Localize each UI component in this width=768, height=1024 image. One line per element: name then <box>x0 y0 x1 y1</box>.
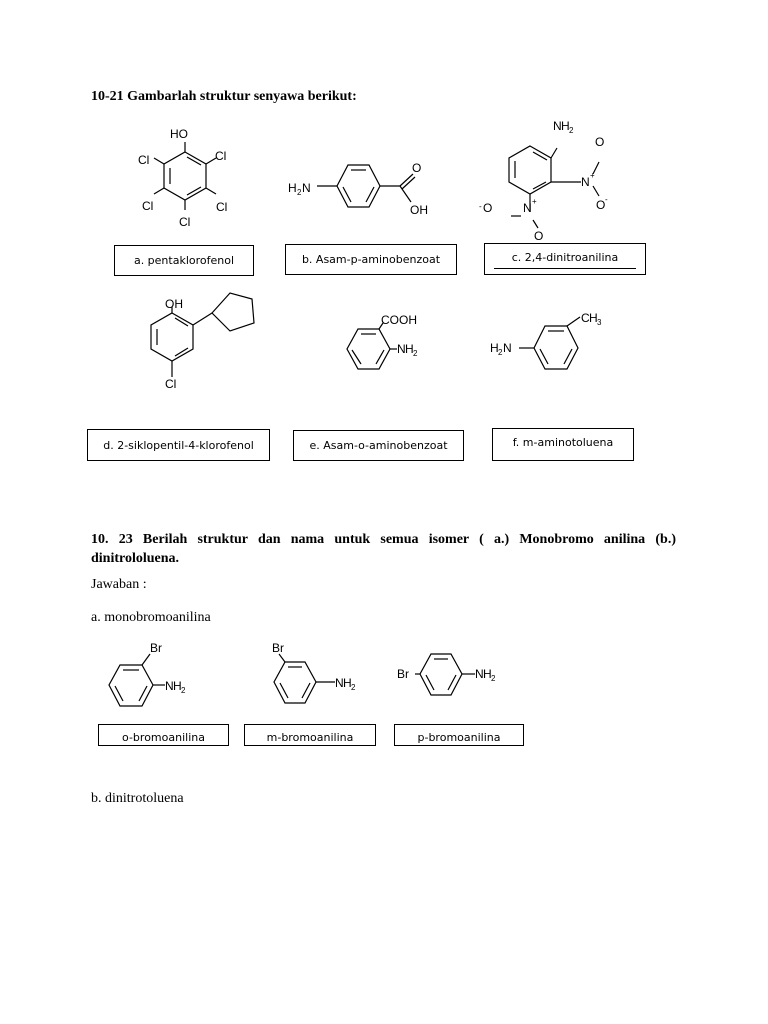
svg-text:2: 2 <box>413 349 418 358</box>
svg-text:H: H <box>561 119 570 133</box>
svg-text:Cl: Cl <box>216 200 228 214</box>
part-b-label: b. dinitrotoluena <box>91 791 184 806</box>
svg-text:2: 2 <box>498 348 503 357</box>
svg-text:N: N <box>553 119 562 133</box>
svg-text:H: H <box>405 342 414 356</box>
svg-text:+: + <box>532 197 537 206</box>
svg-text:2: 2 <box>569 126 574 135</box>
underline-divider <box>494 268 636 269</box>
svg-text:O: O <box>412 161 422 175</box>
svg-text:N: N <box>523 201 532 215</box>
structure-asam-o-aminobenzoat <box>325 305 440 385</box>
svg-text:N: N <box>503 341 512 355</box>
question-10-21-heading: 10-21 Gambarlah struktur senyawa berikut: <box>91 89 357 104</box>
svg-text:C: C <box>581 311 590 325</box>
svg-text:N: N <box>475 667 484 681</box>
svg-text:O: O <box>595 135 605 149</box>
label-2-siklopentil-4-klorofenol: d. 2-siklopentil-4-klorofenol <box>87 429 270 461</box>
svg-text:O: O <box>596 198 606 212</box>
svg-text:2: 2 <box>181 686 186 695</box>
structure-p-bromoanilina <box>395 640 520 710</box>
svg-text:3: 3 <box>597 318 602 327</box>
svg-text:H: H <box>343 676 352 690</box>
structure-2-siklopentil-4-klorofenol <box>130 285 270 395</box>
structure-m-aminotoluena <box>485 305 615 385</box>
label-m-bromoanilina: m-bromoanilina <box>244 724 376 746</box>
structure-o-bromoanilina <box>90 640 205 720</box>
label-asam-p-aminobenzoat: b. Asam-p-aminobenzoat <box>285 244 457 275</box>
label-p-bromoanilina: p-bromoanilina <box>394 724 524 746</box>
svg-text:-: - <box>479 202 482 211</box>
label-o-bromoanilina: o-bromoanilina <box>98 724 229 746</box>
question-10-23-heading: 10. 23 Berilah struktur dan nama untuk semua isomer ( a.) Monobromo anilina (b.) dinitrololuena. <box>91 532 676 566</box>
svg-text:2: 2 <box>351 683 356 692</box>
label-asam-o-aminobenzoat: e. Asam-o-aminobenzoat <box>293 430 464 461</box>
svg-text:Cl: Cl <box>179 215 191 229</box>
svg-text:Cl: Cl <box>142 199 154 213</box>
part-a-label: a. monobromoanilina <box>91 610 211 625</box>
structure-pentaklorofenol <box>130 120 240 230</box>
structure-asam-p-aminobenzoat <box>285 150 445 225</box>
svg-text:N: N <box>302 181 311 195</box>
svg-text:O: O <box>483 201 493 215</box>
svg-text:HO: HO <box>170 127 188 141</box>
svg-text:Br: Br <box>397 667 409 681</box>
svg-text:Cl: Cl <box>138 153 150 167</box>
svg-text:-: - <box>605 195 608 204</box>
svg-text:OH: OH <box>165 297 183 311</box>
label-pentaklorofenol: a. pentaklorofenol <box>114 245 254 276</box>
svg-text:H: H <box>490 341 499 355</box>
svg-text:N: N <box>397 342 406 356</box>
svg-text:H: H <box>173 679 182 693</box>
svg-text:N: N <box>335 676 344 690</box>
label-text: c. 2,4-dinitroanilina <box>511 251 619 264</box>
label-2-4-dinitroanilina <box>484 243 646 275</box>
label-m-aminotoluena: f. m-aminotoluena <box>492 428 634 461</box>
jawaban-label: Jawaban : <box>91 577 147 592</box>
svg-text:Br: Br <box>272 641 284 655</box>
svg-text:Cl: Cl <box>215 149 227 163</box>
structure-m-bromoanilina <box>265 640 380 720</box>
svg-text:H: H <box>483 667 492 681</box>
svg-text:COOH: COOH <box>381 313 417 327</box>
svg-text:H: H <box>288 181 297 195</box>
svg-text:2: 2 <box>297 188 302 197</box>
svg-text:Cl: Cl <box>165 377 177 391</box>
svg-text:N: N <box>165 679 174 693</box>
structure-2-4-dinitroanilina <box>475 112 625 243</box>
svg-text:H: H <box>589 311 598 325</box>
svg-text:+: + <box>590 171 595 180</box>
svg-text:N: N <box>581 175 590 189</box>
svg-text:2: 2 <box>491 674 496 683</box>
svg-text:O: O <box>534 229 544 243</box>
svg-text:OH: OH <box>410 203 428 217</box>
svg-text:Br: Br <box>150 641 162 655</box>
